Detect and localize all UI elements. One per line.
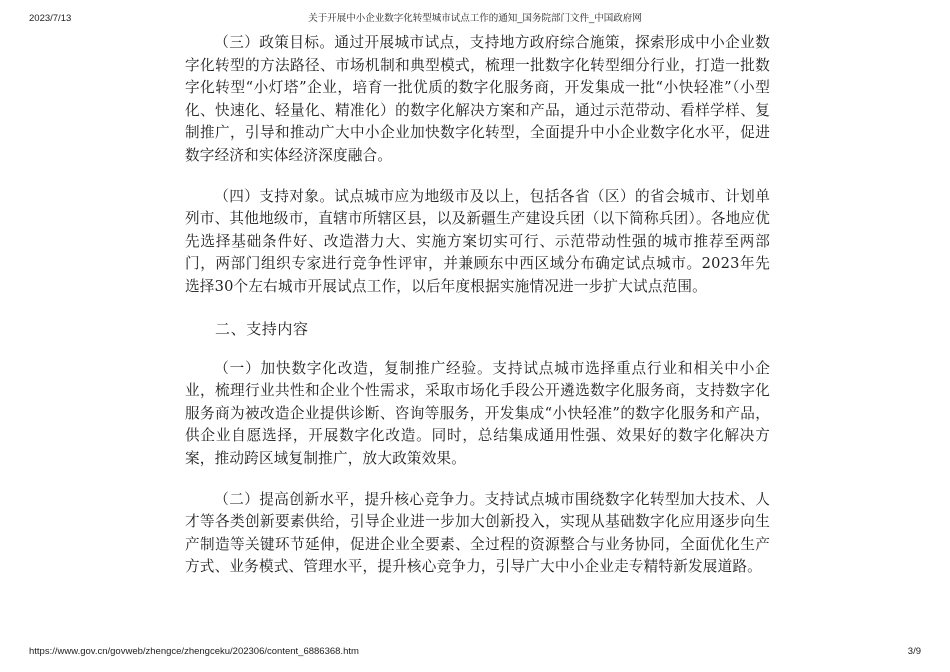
page-title: 关于开展中小企业数字化转型城市试点工作的通知_国务院部门文件_中国政府网 [308,13,642,24]
paragraph-innovation: （二）提高创新水平，提升核心竞争力。支持试点城市围绕数字化转型加大技术、人才等各类创新要素供给，引导企业进一步加大创新投入，实现从基础数字化应用逐步向生产制造等关键环节延伸，促进企业全要素、全过程的资源整合与业务协同，全面优化生产方式、业务模式、管理水平，提升核心竞争力，引导广大中小企业走专精特新发展道路。 [185,490,770,576]
paragraph-digital-transformation: （一）加快数字化改造，复制推广经验。支持试点城市选择重点行业和相关中小企业，梳理行业共性和企业个性需求，采取市场化手段公开遴选数字化服务商，支持数字化服务商为被改造企业提供诊断、咨询等服务，开发集成“小快轻准”的数字化服务和产品，供企业自愿选择，开展数字化改造。同时，总结集成通用性强、效果好的数字化解决方案，推动跨区域复制推广，放大政策效果。 [185,359,770,467]
paragraph-policy-goals: （三）政策目标。通过开展城市试点，支持地方政府综合施策，探索形成中小企业数字化转型的方法路径、市场机制和典型模式，梳理一批数字化转型细分行业，打造一批数字化转型“小灯塔”企业，培育一批优质的数字化服务商，开发集成一批“小快轻准”（小型化、快速化、轻量化、精准化）的数字化解决方案和产品，通过示范带动、看样学样、复制推广，引导和推动广大中小企业加快数字化转型，全面提升中小企业数字化水平，促进数字经济和实体经济深度融合。 [185,34,770,164]
page-number: 3/9 [907,646,921,657]
document-body [185,32,770,579]
paragraph-support-targets: （四）支持对象。试点城市应为地级市及以上，包括各省（区）的省会城市、计划单列市、其他地级市，直辖市所辖区县，以及新疆生产建设兵团（以下简称兵团）。各地应优先选择基础条件好、改造潜力大、实施方案切实可行、示范带动性强的城市推荐至两部门，两部门组织专家进行竞争性评审，并兼顾东中西区域分布确定试点城市。2023年先选择30个左右城市开展试点工作，以后年度根据实施情况进一步扩大试点范围。 [185,187,770,295]
page-url: https://www.gov.cn/govweb/zhengce/zhengceku/202306/content_6886368.htm [29,646,359,657]
print-date: 2023/7/13 [29,13,72,24]
section-heading: 二、支持内容 [215,319,309,338]
